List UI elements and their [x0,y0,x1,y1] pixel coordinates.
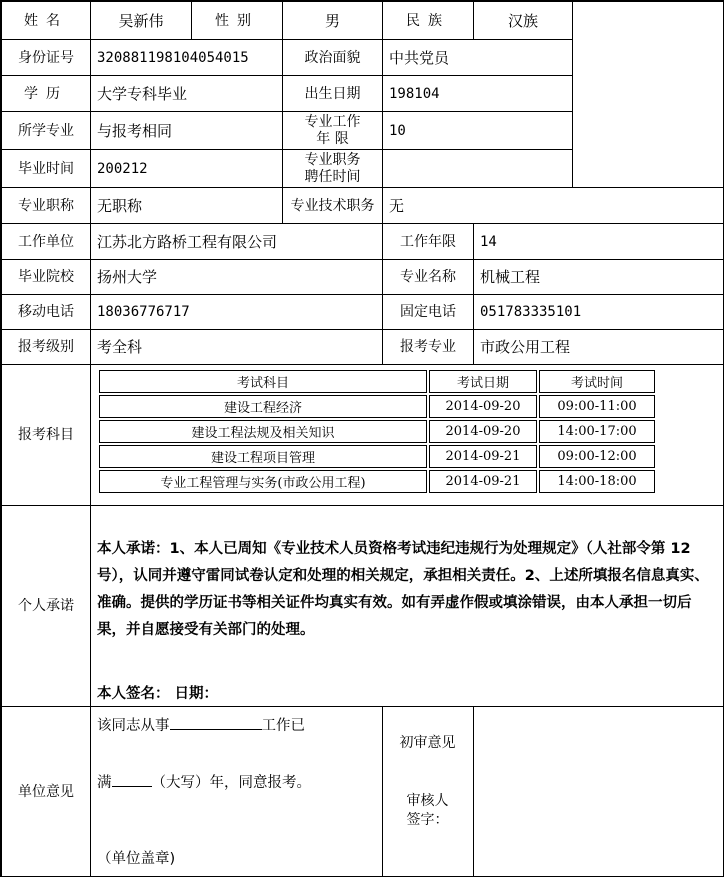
school-label: 毕业院校 [2,260,91,295]
employer-value: 江苏北方路桥工程有限公司 [91,224,383,260]
photo-area [573,2,724,188]
id-number-value: 320881198104054015 [91,40,283,76]
subject-header: 考试科目 [100,371,427,393]
phone-value: 051783335101 [474,295,724,330]
unit-line-1-start: 该同志从事 [97,718,170,734]
tech-duty-value: 无 [383,188,724,224]
school-value: 扬州大学 [91,260,383,295]
subject-time: 14:00-18:00 [540,471,655,493]
reviewer-label-line1: 审核人 [406,793,449,809]
subjects-table [99,370,655,493]
subject-row [100,471,655,493]
subject-name: 建设工程项目管理 [100,446,427,468]
reviewer-label-line2: 签字： [406,812,449,828]
date-header: 考试日期 [430,371,537,393]
ethnicity-label: 民族 [383,2,474,40]
ethnicity-value: 汉族 [474,2,573,40]
subject-date: 2014-09-20 [430,396,537,418]
unit-line-2 [97,772,311,792]
level-label: 报考级别 [2,330,91,365]
subject-name: 建设工程经济 [100,396,427,418]
politics-label: 政治面貌 [283,40,383,76]
title-label: 专业职称 [2,188,91,224]
id-label: 身份证号 [2,40,91,76]
review-value-cell [474,707,724,877]
subjects-label: 报考科目 [2,365,91,506]
gender-label: 性别 [192,2,283,40]
specialty-value: 机械工程 [474,260,724,295]
appoint-label-line2: 聘任时间 [304,168,361,185]
appoint-time-label [283,150,383,188]
education-value: 大学专科毕业 [91,76,283,112]
major-value: 与报考相同 [91,112,283,150]
promise-text: 本人承诺：1、本人已周知《专业技术人员资格考试违纪违规行为处理规定》（人社部令第 12 号），认同并遵守雷同试卷认定和处理的相关规定，承担相关责任。2、上述所填报名信息真实、准确。提供的学历证书等相关证件均真实有效。如有弄虚作假或填涂错误，由本人承担一切后果，并自愿接受有关部门的处理。 [97,541,709,638]
years-blank [112,772,152,787]
subject-row [100,421,655,443]
subjects-header-row [100,371,655,393]
education-label: 学历 [2,76,91,112]
occupation-blank [170,715,262,730]
work-years-label-line1: 专业工作 [304,113,361,130]
apply-major-label: 报考专业 [383,330,474,365]
time-header: 考试时间 [540,371,655,393]
appoint-label-line1: 专业职务 [304,151,361,168]
grad-time-value: 200212 [91,150,283,188]
subject-row [100,396,655,418]
subject-time: 09:00-12:00 [540,446,655,468]
phone-label: 固定电话 [383,295,474,330]
unit-opinion-cell [91,707,383,877]
major-label: 所学专业 [2,112,91,150]
politics-value: 中共党员 [383,40,573,76]
unit-opinion-label: 单位意见 [2,707,91,877]
subject-date: 2014-09-20 [430,421,537,443]
subject-date: 2014-09-21 [430,471,537,493]
subject-name: 专业工程管理与实务(市政公用工程) [100,471,427,493]
unit-line-2-end: （大写）年，同意报考。 [151,775,311,791]
employer-label: 工作单位 [2,224,91,260]
signature-line: 本人签名： 日期： [97,686,219,702]
subject-time: 09:00-11:00 [540,396,655,418]
specialty-label: 专业名称 [383,260,474,295]
name-value: 吴新伟 [91,2,192,40]
subject-time: 14:00-17:00 [540,421,655,443]
subject-row [100,446,655,468]
birth-label: 出生日期 [283,76,383,112]
unit-line-2-start: 满 [97,775,112,791]
unit-line-1 [97,715,305,735]
work-years-value: 10 [383,112,573,150]
unit-line-1-end: 工作已 [261,718,305,734]
apply-major-value: 市政公用工程 [474,330,724,365]
level-value: 考全科 [91,330,383,365]
mobile-label: 移动电话 [2,295,91,330]
birth-value: 198104 [383,76,573,112]
review-label: 初审意见 [399,735,456,751]
appoint-time-value [383,150,573,188]
gender-value: 男 [283,2,383,40]
title-value: 无职称 [91,188,283,224]
mobile-value: 18036776717 [91,295,383,330]
subject-date: 2014-09-21 [430,446,537,468]
name-label: 姓名 [2,2,91,40]
subject-name: 建设工程法规及相关知识 [100,421,427,443]
tech-duty-label: 专业技术职务 [283,188,383,224]
unit-seal-text: （单位盖章) [97,851,176,867]
work-years-total-value: 14 [474,224,724,260]
work-years-label-line2: 年 限 [316,130,349,147]
grad-time-label: 毕业时间 [2,150,91,188]
review-label-cell [383,707,474,877]
promise-label: 个人承诺 [2,506,91,707]
work-years-label [283,112,383,150]
work-years-total-label: 工作年限 [383,224,474,260]
